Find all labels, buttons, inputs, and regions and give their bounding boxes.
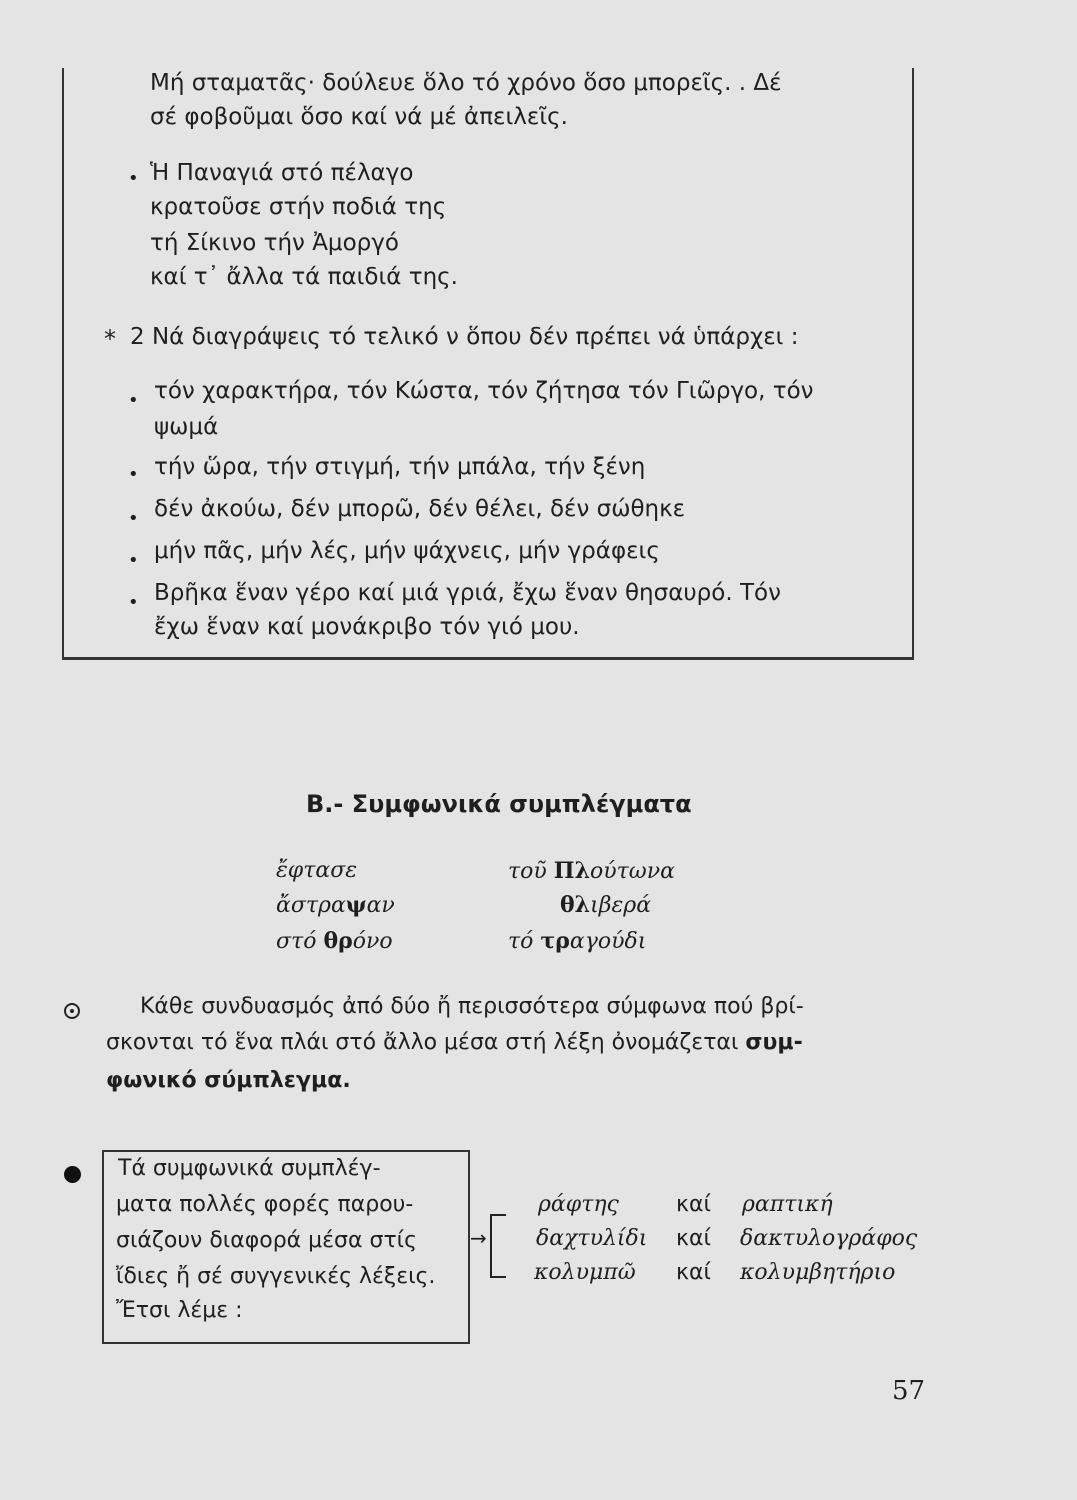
poem-line: κρατοῦσε στήν ποδιά της: [150, 194, 447, 220]
example-word: ἄστραψαν: [276, 892, 395, 918]
note-line: ματα πολλές φορές παρου-: [116, 1192, 414, 1217]
pair-kai: καί: [676, 1260, 711, 1285]
text-line: Μή σταματᾶς· δούλευε ὅλο τό χρόνο ὅσο μπορεῖς. . Δέ: [150, 70, 782, 96]
bracket: [490, 1214, 506, 1278]
exercise-item: δέν ἀκούω, δέν μπορῶ, δέν θέλει, δέν σώθηκε: [154, 496, 686, 522]
definition-line: σκονται τό ἕνα πλάι στό ἄλλο μέσα στή λέξη ὀνομάζεται συμ-: [106, 1030, 803, 1055]
text-line: σέ φοβοῦμαι ὅσο καί νά μέ ἀπειλεῖς.: [150, 104, 568, 130]
poem-line: τή Σίκινο τήν Ἀμοργό: [150, 230, 399, 256]
poem-line: καί τ᾽ ἄλλα τά παιδιά της.: [150, 264, 458, 290]
example-word: ἔφτασε: [276, 858, 358, 883]
note-line: σιάζουν διαφορά μέσα στίς: [116, 1228, 418, 1253]
pair-word: κολυμβητήριο: [740, 1260, 896, 1285]
example-word: τό τραγούδι: [508, 928, 647, 954]
exercise-item: μήν πᾶς, μήν λές, μήν ψάχνεις, μήν γράφεις: [154, 538, 660, 564]
arrow-right-icon: →: [470, 1226, 487, 1250]
pair-kai: καί: [676, 1192, 711, 1217]
example-word: τοῦ Πλούτωνα: [508, 858, 675, 884]
exercise-task: 2 Νά διαγράψεις τό τελικό ν ὅπου δέν πρέπει νά ὑπάρχει :: [130, 324, 799, 350]
bullet: •: [128, 508, 139, 529]
page-number: 57: [892, 1376, 926, 1406]
exercise-item: Βρῆκα ἕναν γέρο καί μιά γριά, ἔχω ἕναν θησαυρό. Τόν: [154, 580, 781, 606]
pair-word: δαχτυλίδι: [536, 1226, 648, 1251]
bullet: •: [128, 390, 139, 411]
bullet: •: [128, 168, 139, 189]
pair-kai: καί: [676, 1226, 711, 1251]
exercise-item: τόν χαρακτήρα, τόν Κώστα, τόν ζήτησα τόν Γιῶργο, τόν: [154, 378, 814, 404]
pair-word: κολυμπῶ: [534, 1260, 636, 1285]
note-line: Τά συμφωνικά συμπλέγ-: [118, 1156, 381, 1181]
poem-line: Ἡ Παναγιά στό πέλαγο: [150, 160, 414, 186]
bullet: •: [128, 464, 139, 485]
note-line: Ἔτσι λέμε :: [116, 1298, 243, 1323]
exercise-item: ψωμά: [154, 414, 219, 440]
section-title: Β.- Συμφωνικά συμπλέγματα: [306, 790, 692, 818]
exercise-item: τήν ὥρα, τήν στιγμή, τήν μπάλα, τήν ξένη: [154, 454, 646, 480]
pair-word: ράφτης: [538, 1192, 619, 1217]
pair-word: δακτυλογράφος: [740, 1226, 918, 1251]
asterisk-icon: *: [104, 325, 116, 353]
bullet: •: [128, 592, 139, 613]
example-word: στό θρόνο: [276, 928, 393, 954]
pair-word: ραπτική: [742, 1192, 833, 1217]
bullet: •: [128, 550, 139, 571]
example-word: θλιβερά: [560, 892, 652, 918]
definition-circle-icon: [64, 1003, 80, 1019]
exercise-frame: [62, 68, 914, 660]
note-line: ἴδιες ἤ σέ συγγενικές λέξεις.: [116, 1264, 436, 1289]
definition-term: φωνικό σύμπλεγμα.: [106, 1068, 351, 1093]
exercise-item: ἔχω ἕναν καί μονάκριβο τόν γιό μου.: [154, 614, 580, 640]
note-dot-icon: [64, 1166, 81, 1183]
definition-line: Κάθε συνδυασμός ἀπό δύο ἤ περισσότερα σύμφωνα πού βρί-: [140, 994, 804, 1019]
